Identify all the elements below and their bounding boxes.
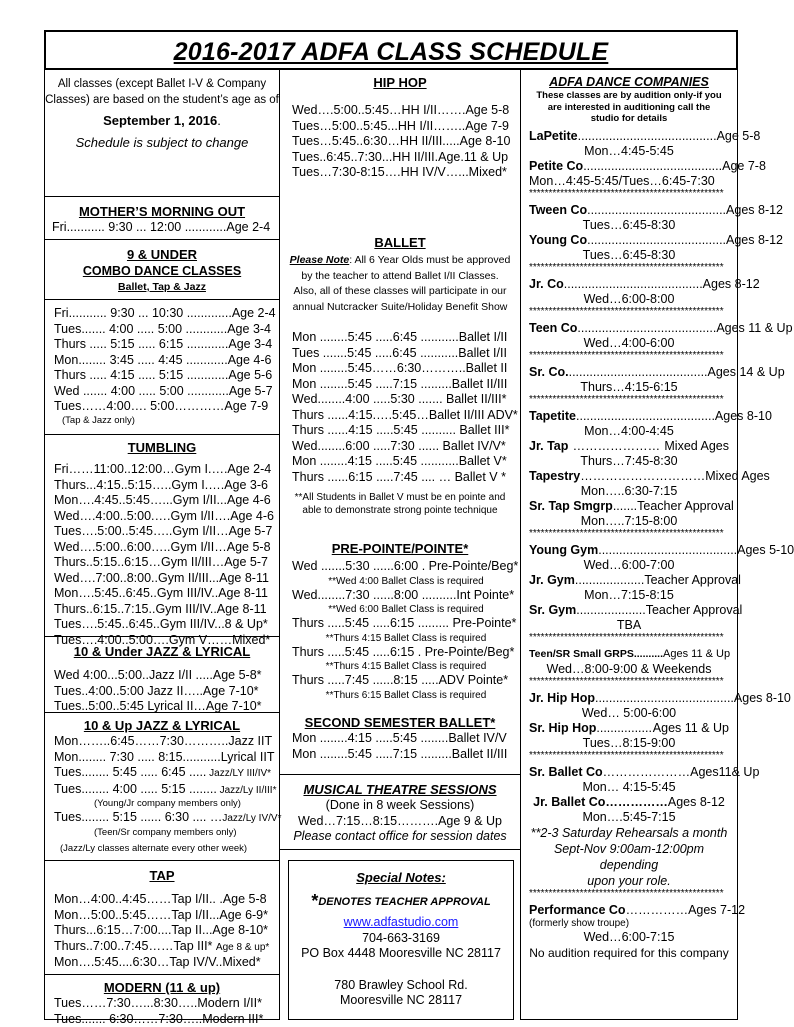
company-name: Sr. Co. xyxy=(529,365,569,380)
company-row xyxy=(529,647,729,662)
dot-leader: ........................................ xyxy=(587,233,726,248)
class-line-name: Jazz/Ly IV/V* xyxy=(222,813,281,824)
dot-leader: ........................................ xyxy=(577,321,716,336)
dot-leader: .................... xyxy=(576,603,645,618)
class-line: Thurs..5:15..6:15…Gym II/III…Age 5-7 xyxy=(54,555,280,571)
jazz10up-block xyxy=(44,712,280,855)
jazz10-block xyxy=(44,636,280,715)
dot-leader: ........................................ xyxy=(583,159,722,174)
class-line: Mon ........5:45 .....6:45 ...........Ballet I/II xyxy=(292,330,520,346)
companies-sub xyxy=(529,90,729,125)
rehearsal-line: Sept-Nov 9:00am-12:00pm depending xyxy=(529,841,729,873)
company-time: Wed…6:00-7:00 xyxy=(529,558,729,573)
company-time: Mon…4:45-5:45/Tues…6:45-7:30 xyxy=(529,174,729,189)
company-row xyxy=(529,129,729,144)
jazz10-list xyxy=(44,668,280,715)
second-semester-header: SECOND SEMESTER BALLET* xyxy=(280,714,520,731)
rehearsal-note xyxy=(529,825,729,889)
company-age: Mixed Ages xyxy=(705,469,770,484)
musical-contact: Please contact office for session dates xyxy=(280,829,520,845)
companies-block xyxy=(521,70,737,961)
second-semester-block xyxy=(280,714,520,762)
company-lapetite xyxy=(529,129,729,159)
company-time: Wed…8:00-9:00 & Weekends xyxy=(529,662,729,677)
ballet-note-line: annual Nutcracker Suite/Holiday Benefit Show xyxy=(280,300,520,316)
class-line: Wed........6:00 .....7:30 ...... Ballet IV/V* xyxy=(292,439,520,455)
dot-leader: ........................................ xyxy=(576,409,715,424)
page-title: 2016-2017 ADFA CLASS SCHEDULE xyxy=(46,32,736,72)
company-name: Jr. Ballet Co xyxy=(533,795,605,809)
star-divider: ************************************************** xyxy=(529,529,729,539)
intro-line: All classes (except Ballet I-V & Company xyxy=(44,76,280,92)
company-tapetite xyxy=(529,409,729,439)
class-line: Mon ........4:15 .....5:45 ........Ballet IV/V xyxy=(292,731,520,747)
company-petite xyxy=(529,159,729,189)
company-row xyxy=(529,277,729,292)
dot-leader: ………………… xyxy=(603,765,691,780)
pointe-list xyxy=(280,559,520,702)
company-name: Jr. Co xyxy=(529,277,564,292)
company-time: Tues…8:15-9:00 xyxy=(529,736,729,751)
class-line: Wed….5:00..5:45…HH I/II…….Age 5-8 xyxy=(292,103,520,119)
class-line: Mon…4:00..4:45……Tap I/II.. .Age 5-8 xyxy=(54,892,280,908)
ballet-note-line: by the teacher to attend Ballet I/II Classes. xyxy=(280,269,520,285)
special-notes-box xyxy=(288,860,514,1020)
company-age: Ages11& Up xyxy=(690,765,759,780)
class-line xyxy=(54,939,280,956)
company-name: Teen Co xyxy=(529,321,577,336)
company-time: Thurs…7:45-8:30 xyxy=(529,454,729,469)
company-row xyxy=(529,499,729,514)
company-row xyxy=(529,159,729,174)
star-divider: ************************************************** xyxy=(529,889,729,899)
company-time: Mon…4:45-5:45 xyxy=(529,144,729,159)
company-name: Teen/SR Small GRPS.......... xyxy=(529,647,663,662)
star-divider: ************************************************** xyxy=(529,307,729,317)
class-line-name: Jazz/Ly II/III* xyxy=(217,785,277,796)
class-line: Tues…7:30-8:15….HH IV/V…...Mixed* xyxy=(292,165,520,181)
tap-jazz-note: (Tap & Jazz only) xyxy=(54,415,280,427)
class-line: Tues….4:00..5:00….Gym V……Mixed* xyxy=(54,633,280,649)
company-age: Ages 8-10 xyxy=(734,691,791,706)
company-name: Jr. Gym xyxy=(529,573,575,588)
company-time: Mon… 4:15-5:45 xyxy=(529,780,729,795)
company-age: Ages 8-10 xyxy=(715,409,772,424)
company-age: Ages 5-10 xyxy=(737,543,794,558)
dot-leader: …………… xyxy=(605,795,668,809)
musical-line: (Done in 8 week Sessions) xyxy=(280,798,520,814)
ballet-note xyxy=(280,253,520,315)
company-sr xyxy=(529,365,729,395)
company-name: Young Co xyxy=(529,233,587,248)
class-line: Tues..5:00..5:45 Lyrical II…Age 7-10* xyxy=(54,699,280,715)
tumbling-block xyxy=(44,434,280,648)
class-line: Mon ........5:45……6:30………..Ballet II xyxy=(292,361,520,377)
footnote-line: **All Students in Ballet V must be en pointe and xyxy=(280,491,520,504)
class-line: Thurs ......6:15 .....7:45 .... … Ballet V * xyxy=(292,470,520,486)
companies-header: ADFA DANCE COMPANIES xyxy=(529,74,729,90)
musical-line: Wed…7:15…8:15……….Age 9 & Up xyxy=(280,814,520,830)
subject-to-change: Schedule is subject to change xyxy=(44,132,280,154)
dot-leader: …………… xyxy=(626,903,689,918)
second-semester-list xyxy=(280,731,520,762)
company-name: Tween Co xyxy=(529,203,587,218)
title-box xyxy=(44,30,738,70)
class-line: Tues..4:00..5:00 Jazz II…..Age 7-10* xyxy=(54,684,280,700)
company-name: Sr. Gym xyxy=(529,603,576,618)
company-row xyxy=(529,365,729,380)
star-divider: ************************************************** xyxy=(529,351,729,361)
class-line xyxy=(54,782,280,799)
rehearsal-line: **2-3 Saturday Rehearsals a month xyxy=(529,825,729,841)
phone: 704-663-3169 xyxy=(289,931,513,947)
companies-sub-line: studio for details xyxy=(529,113,729,125)
company-young xyxy=(529,233,729,263)
class-line: Thurs .....7:45 ......8:15 .....ADV Pointe* xyxy=(292,673,520,689)
company-row xyxy=(529,409,729,424)
please-note-label: Please Note xyxy=(290,254,350,266)
company-younggym xyxy=(529,543,729,573)
company-age: Age 7-8 xyxy=(722,159,766,174)
dot-leader: ........................................ xyxy=(578,129,717,144)
company-row xyxy=(529,543,729,558)
modern-list xyxy=(44,996,280,1027)
special-notes-header: Special Notes: xyxy=(289,869,513,886)
company-time: Tues…6:45-8:30 xyxy=(529,218,729,233)
class-line-time: Thurs..7:00..7:45……Tap III* xyxy=(54,939,212,953)
alternate-note: (Jazz/Ly classes alternate every other week) xyxy=(54,843,280,855)
musical-box xyxy=(280,774,520,850)
class-line: Tues…5:00..5:45...HH I/II……..Age 7-9 xyxy=(292,119,520,135)
class-line: Wed........7:30 ......8:00 ..........Int Pointe* xyxy=(292,588,520,604)
dot-leader: .................... xyxy=(575,573,644,588)
class-line-age: Age 8 & up* xyxy=(216,942,269,953)
class-line: Mon….5:45..6:45..Gym III/IV..Age 8-11 xyxy=(54,586,280,602)
class-line: Thurs .....5:45 .....6:15 . Pre-Pointe/Beg* xyxy=(292,645,520,661)
company-name: Sr. Hip Hop xyxy=(529,721,596,736)
dot-leader: ........................................ xyxy=(598,543,737,558)
required-note: **Thurs 4:15 Ballet Class is required xyxy=(292,660,520,673)
mothers-box xyxy=(44,196,280,240)
company-note: (Teen/Sr company members only) xyxy=(54,827,280,839)
company-time: Wed…6:00-8:00 xyxy=(529,292,729,307)
class-line: Tues….5:00..5:45…..Gym I/II…Age 5-7 xyxy=(54,524,280,540)
right-column xyxy=(520,70,738,1020)
company-time: Wed…6:00-7:15 xyxy=(529,930,729,945)
hiphop-block xyxy=(280,74,520,181)
company-name: Performance Co xyxy=(529,903,626,918)
company-row xyxy=(529,691,729,706)
class-line-time: Tues........ 4:00 ..... 5:15 ........ xyxy=(54,782,217,796)
ballet-footnote xyxy=(280,491,520,517)
dot-leader: ........................................ xyxy=(564,277,703,292)
company-age: Ages 8-12 xyxy=(668,795,725,809)
class-line: Thurs ..... 5:15 ..... 6:15 ............Age 3-4 xyxy=(54,337,280,353)
under9-header: 9 & UNDER xyxy=(44,246,280,263)
modern-header: MODERN (11 & up) xyxy=(44,979,280,996)
required-note: **Wed 4:00 Ballet Class is required xyxy=(292,575,520,588)
company-time: Wed…4:00-6:00 xyxy=(529,336,729,351)
ballet-block xyxy=(280,234,520,517)
dot-leader: ………………………… xyxy=(580,469,705,484)
class-line: Mon ........5:45 .....7:15 .........Ballet II/III xyxy=(292,747,520,763)
company-name: Jr. Hip Hop xyxy=(529,691,595,706)
required-note: **Wed 6:00 Ballet Class is required xyxy=(292,603,520,616)
footnote-line: able to demonstrate strong pointe technique xyxy=(280,504,520,517)
star-divider: ************************************************** xyxy=(529,633,729,643)
companies-sub-line: These classes are by audition only-if you xyxy=(529,90,729,102)
ballet-note-line xyxy=(280,253,520,269)
dot-leader: ………………… xyxy=(568,439,664,454)
class-line: Mon…5:00..5:45……Tap I/II...Age 6-9* xyxy=(54,908,280,924)
combo-subheader: Ballet, Tap & Jazz xyxy=(44,280,280,294)
mothers-line: Fri........... 9:30 ... 12:00 ............Age 2-4 xyxy=(44,220,280,236)
star-divider: ************************************************** xyxy=(529,677,729,687)
company-srballet xyxy=(529,765,729,795)
class-line: Tues……4:00…. 5:00…………Age 7-9 xyxy=(54,399,280,415)
company-age: Age 5-8 xyxy=(717,129,761,144)
rehearsal-line: upon your role. xyxy=(529,873,729,889)
company-age: Ages 8-12 xyxy=(726,203,783,218)
company-age: Ages 8-12 xyxy=(726,233,783,248)
class-line: Fri……11:00..12:00…Gym I.….Age 2-4 xyxy=(54,462,280,478)
website-url[interactable]: www.adfastudio.com xyxy=(344,915,459,929)
class-line: Wed….5:00..6:00…..Gym I/II…Age 5-8 xyxy=(54,540,280,556)
class-line: Tues….5:45..6:45..Gym III/IV...8 & Up* xyxy=(54,617,280,633)
company-time: Mon…..7:15-8:00 xyxy=(529,514,729,529)
pointe-header: PRE-POINTE/POINTE* xyxy=(280,540,520,557)
class-line: Wed….7:00..8:00..Gym II/III...Age 8-11 xyxy=(54,571,280,587)
company-name: Tapestry xyxy=(529,469,580,484)
company-jrgym xyxy=(529,573,729,603)
company-name: LaPetite xyxy=(529,129,578,144)
company-name: Petite Co xyxy=(529,159,583,174)
class-line: Wed ....... 4:00 ..... 5:00 ............Age 5-7 xyxy=(54,384,280,400)
class-line: Wed 4:00...5:00..Jazz I/II .....Age 5-8* xyxy=(54,668,280,684)
teacher-approval-text: DENOTES TEACHER APPROVAL xyxy=(318,896,490,908)
class-line: Tues....... 6:30……7:30…..Modern III* xyxy=(54,1012,280,1027)
class-line: Thurs ..... 4:15 ..... 5:15 ............Age 5-6 xyxy=(54,368,280,384)
company-name: Tapetite xyxy=(529,409,576,424)
class-line-time: Tues........ 5:15 ...... 6:30 .... … xyxy=(54,810,222,824)
modern-block xyxy=(44,974,280,1027)
class-line: Fri........... 9:30 ... 10:30 .............Age 2-4 xyxy=(54,306,280,322)
company-srgym xyxy=(529,603,729,633)
company-row xyxy=(529,469,729,484)
company-name: Sr. Tap Smgrp xyxy=(529,499,613,514)
class-line: Mon….5:45....6:30…Tap IV/V..Mixed* xyxy=(54,955,280,971)
company-age: Mixed Ages xyxy=(664,439,729,454)
company-jrtap xyxy=(529,439,729,469)
jazz10up-list xyxy=(44,734,280,855)
class-line: Mon……..6:45……7:30………..Jazz IIT xyxy=(54,734,280,750)
tumbling-list xyxy=(44,462,280,648)
class-line xyxy=(54,765,280,782)
company-age: Teacher Approval xyxy=(644,573,741,588)
company-row xyxy=(529,321,729,336)
company-jrballet xyxy=(529,795,729,825)
company-time: Mon…4:00-4:45 xyxy=(529,424,729,439)
class-line: Tues……7:30…...8:30…..Modern I/II* xyxy=(54,996,280,1012)
company-age: Teacher Approval xyxy=(637,499,734,514)
ballet-header: BALLET xyxy=(280,234,520,251)
company-age: Ages 11 & Up xyxy=(653,721,729,736)
jazz10up-header: 10 & Up JAZZ & LYRICAL xyxy=(44,717,280,734)
class-line: Thurs .....5:45 .....6:15 ......... Pre-Pointe* xyxy=(292,616,520,632)
dot-leader: ....... xyxy=(613,499,637,514)
hiphop-header: HIP HOP xyxy=(280,74,520,91)
company-row xyxy=(529,903,729,918)
company-jr xyxy=(529,277,729,307)
ballet-list xyxy=(280,330,520,485)
star-divider: ************************************************** xyxy=(529,189,729,199)
company-row xyxy=(529,233,729,248)
company-time: Tues…6:45-8:30 xyxy=(529,248,729,263)
company-age: Ages 11 & Up xyxy=(663,647,730,662)
street-address: 780 Brawley School Rd. xyxy=(289,978,513,994)
class-line: Thurs ......4:15.….5:45…Ballet II/III ADV* xyxy=(292,408,520,424)
class-line: Tues…5:45..6:30…HH II/III.....Age 8-10 xyxy=(292,134,520,150)
under9-block xyxy=(44,246,280,427)
website-link[interactable] xyxy=(289,915,513,931)
company-row xyxy=(529,203,729,218)
star-divider: ************************************************** xyxy=(529,263,729,273)
dot-leader: ........................................ xyxy=(595,691,734,706)
class-line: Mon........ 7:30 ..... 8:15...........Lyrical IIT xyxy=(54,750,280,766)
po-box: PO Box 4448 Mooresville NC 28117 xyxy=(289,946,513,962)
combo-header: COMBO DANCE CLASSES xyxy=(44,263,280,280)
star-divider: ************************************************** xyxy=(529,751,729,761)
required-note: **Thurs 4:15 Ballet Class is required xyxy=(292,632,520,645)
class-line: Wed….4:00..5:00.….Gym I/II….Age 4-6 xyxy=(54,509,280,525)
company-note: (formerly show troupe) xyxy=(529,918,729,930)
company-time: Mon…..6:30-7:15 xyxy=(529,484,729,499)
intro-line: Classes) are based on the student’s age as of xyxy=(44,92,280,108)
company-row xyxy=(529,721,729,736)
companies-sub-line: are interested in auditioning call the xyxy=(529,102,729,114)
class-line: Thurs..6:15..7:15..Gym III/IV..Age 8-11 xyxy=(54,602,280,618)
company-row xyxy=(529,795,729,810)
ballet-note-line: Also, all of these classes will participate in our xyxy=(280,284,520,300)
company-time: Mon….5:45-7:15 xyxy=(529,810,729,825)
tap-list xyxy=(44,892,280,971)
schedule-page xyxy=(44,30,738,1016)
company-teen xyxy=(529,321,729,351)
company-time: Wed… 5:00-6:00 xyxy=(529,706,729,721)
company-row xyxy=(529,573,729,588)
class-line-time: Tues........ 5:45 ..... 6:45 ..... xyxy=(54,765,206,779)
company-time: TBA xyxy=(529,618,729,633)
class-line: Thurs...4:15..5:15…..Gym I.….Age 3-6 xyxy=(54,478,280,494)
company-time: Mon…7:15-8:15 xyxy=(529,588,729,603)
company-age: Teacher Approval xyxy=(646,603,743,618)
musical-header: MUSICAL THEATRE SESSIONS xyxy=(280,781,520,798)
dot-leader: ........................................ xyxy=(569,365,708,380)
company-srhiphop xyxy=(529,721,729,751)
company-name: Jr. Tap xyxy=(529,439,568,454)
company-note: (Young/Jr company members only) xyxy=(54,798,280,810)
intro-date-suffix: . xyxy=(217,113,221,128)
company-tween xyxy=(529,203,729,233)
dot-leader: ........................................ xyxy=(587,203,726,218)
left-column xyxy=(44,70,280,1020)
teacher-approval xyxy=(289,892,513,911)
no-audition-note: No audition required for this company xyxy=(529,945,729,961)
class-line: Tues .......5:45 .....6:45 ...........Ballet I/II xyxy=(292,346,520,362)
company-teensr xyxy=(529,647,729,677)
class-line xyxy=(54,810,280,827)
intro-block xyxy=(44,76,280,154)
tumbling-header: TUMBLING xyxy=(44,439,280,456)
mothers-header: MOTHER’S MORNING OUT xyxy=(44,203,280,220)
class-line: Mon ........5:45 .....7:15 .........Ballet II/III xyxy=(292,377,520,393)
star-divider: ************************************************** xyxy=(529,395,729,405)
pointe-block xyxy=(280,540,520,702)
class-line: Tues....... 4:00 ..... 5:00 ............Age 3-4 xyxy=(54,322,280,338)
company-age: Ages 11 & Up xyxy=(716,321,792,336)
company-time: Thurs…4:15-6:15 xyxy=(529,380,729,395)
company-age: Ages 8-12 xyxy=(703,277,760,292)
ballet-note-text: : All 6 Year Olds must be approved xyxy=(349,254,510,266)
class-line: Mon ........4:15 .....5:45 ...........Ballet V* xyxy=(292,454,520,470)
company-performance xyxy=(529,903,729,961)
under9-list xyxy=(44,299,280,427)
class-line: Mon….4:45..5:45…...Gym I/II...Age 4-6 xyxy=(54,493,280,509)
company-row xyxy=(529,765,729,780)
class-line: Thurs ......4:15 .....5:45 .......... Ballet III* xyxy=(292,423,520,439)
city-address: Mooresville NC 28117 xyxy=(289,993,513,1009)
company-row xyxy=(529,603,729,618)
required-note: **Thurs 6:15 Ballet Class is required xyxy=(292,689,520,702)
hiphop-list xyxy=(280,103,520,181)
tap-block xyxy=(44,860,280,971)
dot-leader: ................ xyxy=(596,721,652,736)
class-line-name: Jazz/LY III/IV* xyxy=(206,768,271,779)
star-glyph: * xyxy=(311,891,318,911)
company-srtap xyxy=(529,499,729,529)
company-name: Sr. Ballet Co xyxy=(529,765,603,780)
class-line: Thurs...6:15…7:00....Tap II...Age 8-10* xyxy=(54,923,280,939)
class-line: Wed........4:00 .....5:30 ....... Ballet II/III* xyxy=(292,392,520,408)
class-line: Mon........ 3:45 ..... 4:45 ............Age 4-6 xyxy=(54,353,280,369)
class-line: Tues..6:45..7:30...HH II/III.Age.11 & Up xyxy=(292,150,520,166)
company-tapestry xyxy=(529,469,729,499)
jazz10-header: 10 & Under JAZZ & LYRICAL xyxy=(44,643,280,660)
company-age: Ages 14 & Up xyxy=(708,365,785,380)
tap-header: TAP xyxy=(44,867,280,884)
company-name: Young Gym xyxy=(529,543,598,558)
intro-date xyxy=(44,110,280,132)
intro-date-value: September 1, 2016 xyxy=(103,113,217,128)
class-line: Wed .......5:30 ......6:00 . Pre-Pointe/Beg* xyxy=(292,559,520,575)
company-age: Ages 7-12 xyxy=(688,903,745,918)
company-row xyxy=(529,439,729,454)
company-jrhiphop xyxy=(529,691,729,721)
